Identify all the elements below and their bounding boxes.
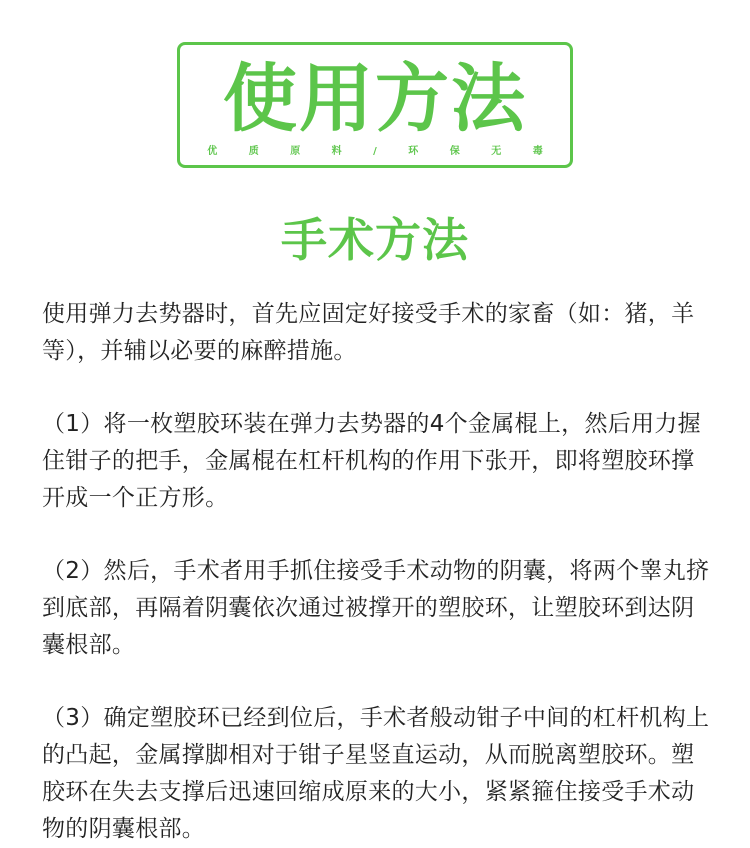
step-1-paragraph: （1）将一枚塑胶环装在弹力去势器的4个金属棍上，然后用力握住钳子的把手，金属棍在杠杆机构的作用下张开，即将塑胶环撑开成一个正方形。 xyxy=(42,411,701,511)
step-2-paragraph: （2）然后，手术者用手抓住接受手术动物的阴囊，将两个睾丸挤到底部，再隔着阴囊依次通过被撑开的塑胶环，让塑胶环到达阴囊根部。 xyxy=(42,558,710,658)
page-title: 使用方法 xyxy=(223,56,527,142)
step-3-paragraph: （3）确定塑胶环已经到位后，手术者般动钳子中间的杠杆机构上的凸起，金属撑脚相对于钳子星竖直运动，从而脱离塑胶环。塑胶环在失去支撑后迅速回缩成原来的大小，紧紧箍住接受手术动物的阴囊根部。 xyxy=(42,705,710,842)
title-box xyxy=(177,42,573,168)
page-subtitle: 优 质 原 料 / 环 保 无 毒 xyxy=(207,146,557,157)
section-heading: 手术方法 xyxy=(281,213,469,267)
intro-paragraph: 使用弹力去势器时，首先应固定好接受手术的家畜（如：猪，羊等），并辅以必要的麻醉措施。 xyxy=(42,301,695,364)
instructions-body xyxy=(42,296,714,848)
